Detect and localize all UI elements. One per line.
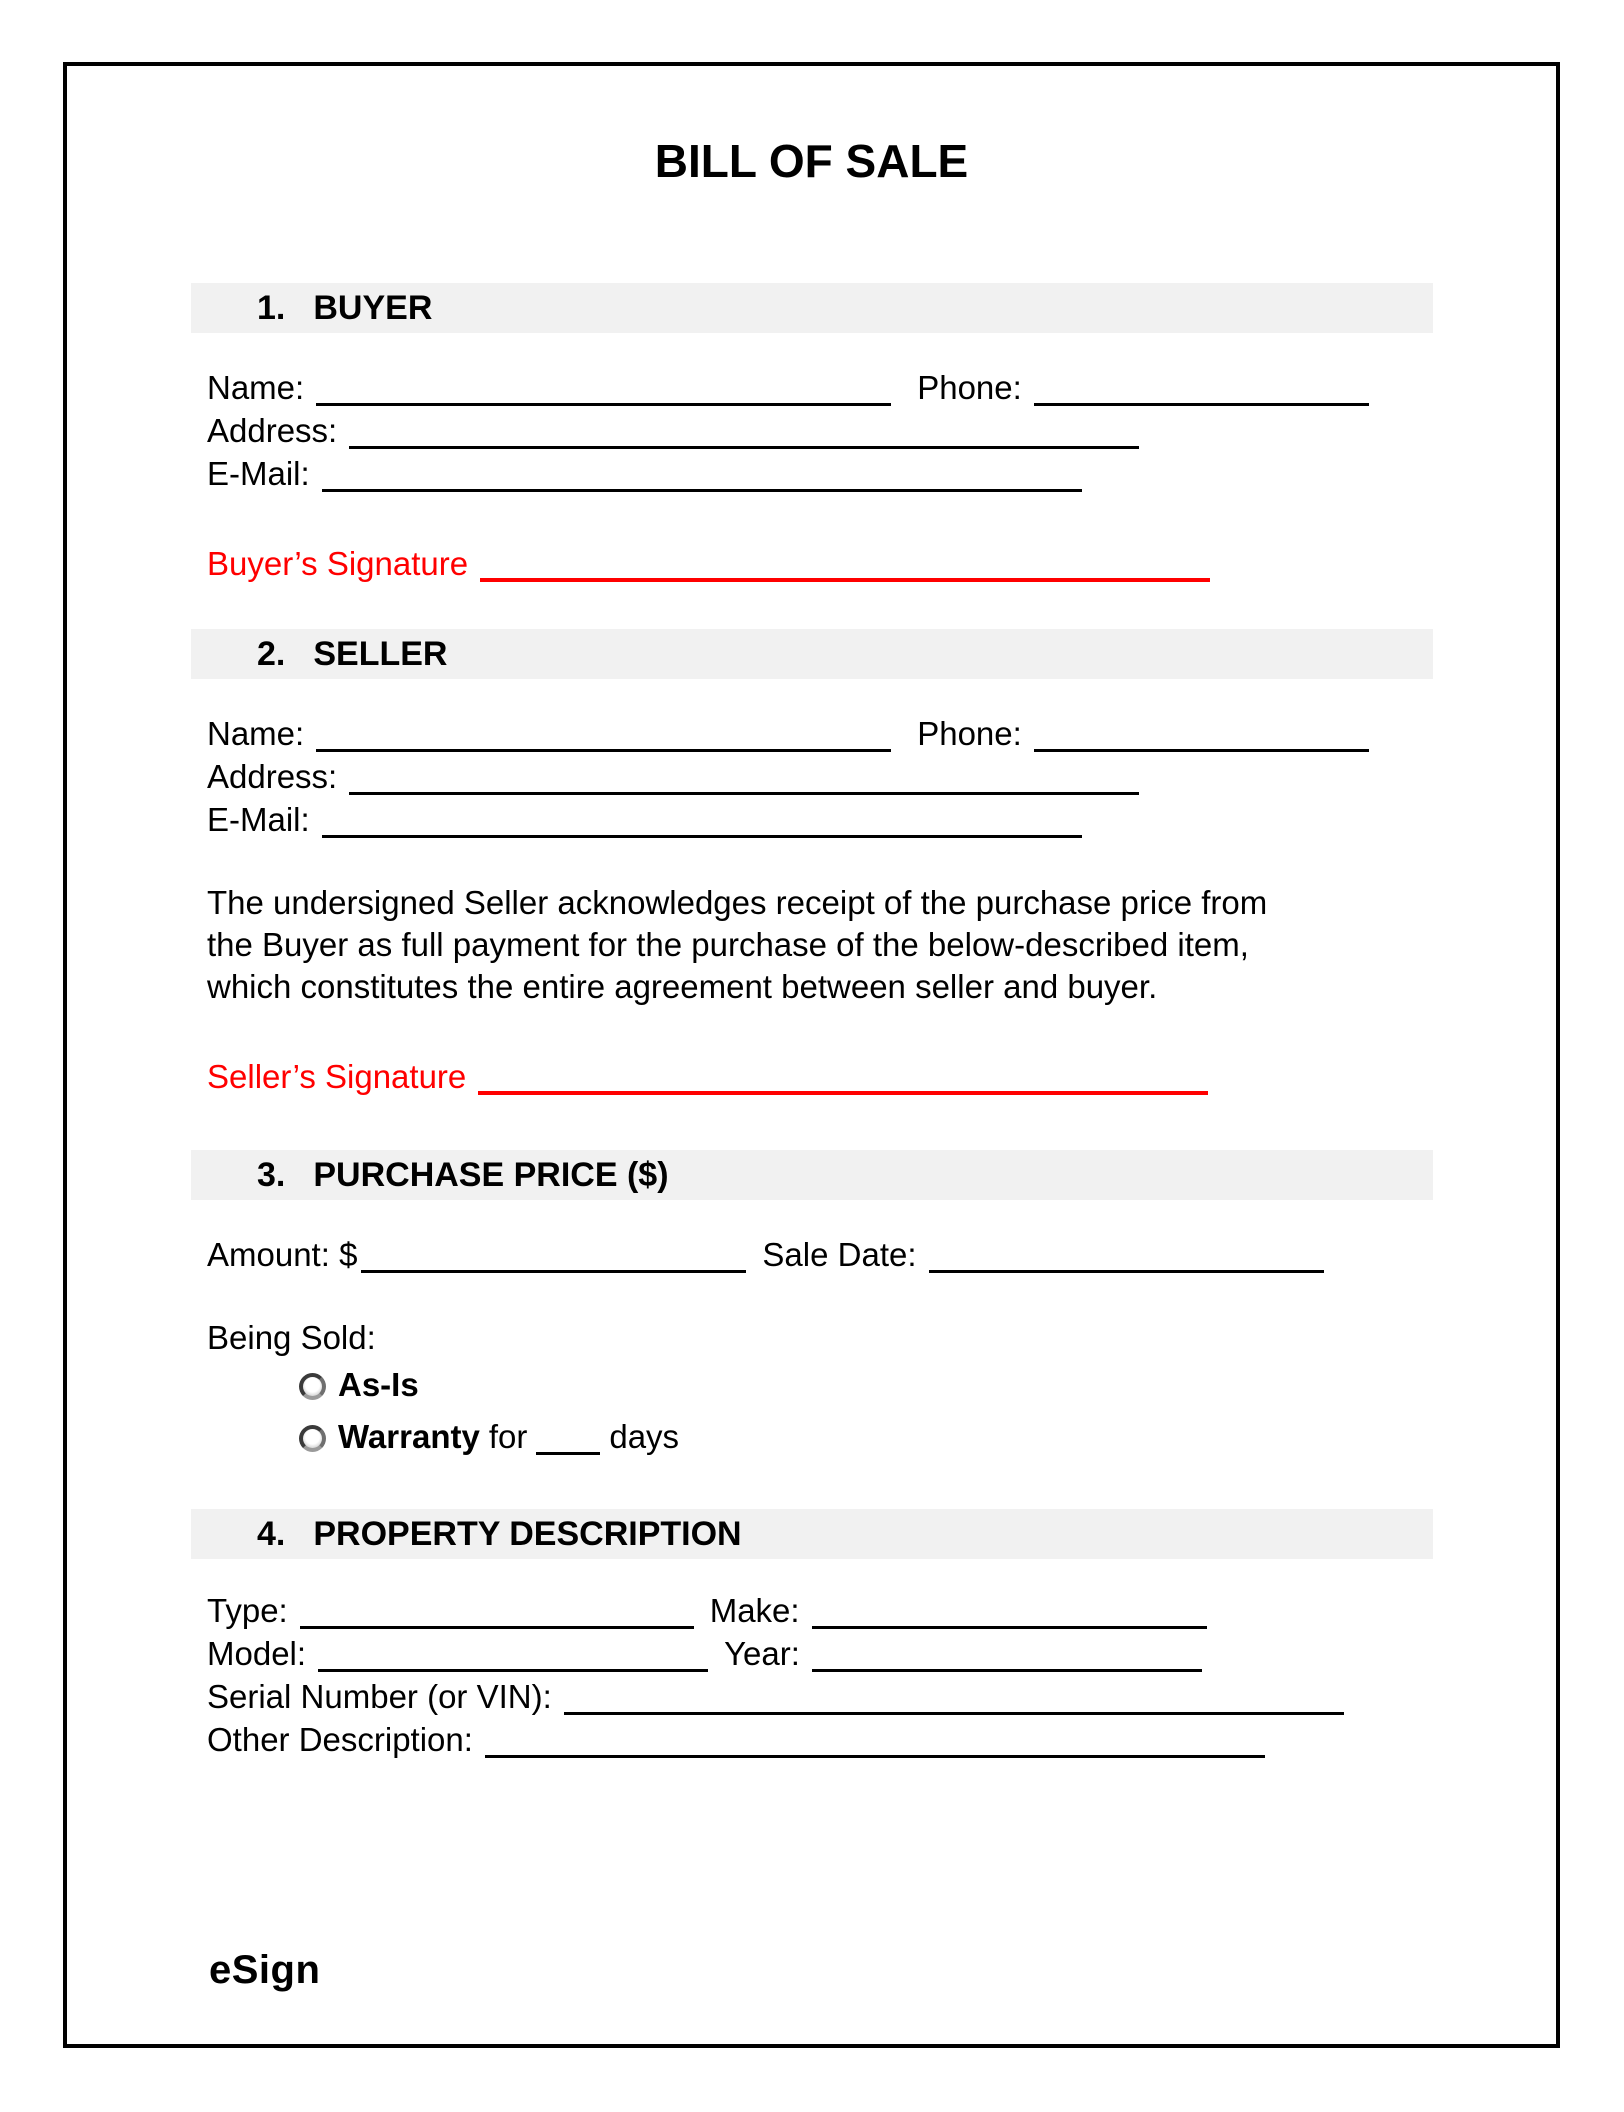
buyer-fields	[207, 366, 1496, 495]
section-number: 2.	[257, 634, 286, 673]
seller-phone-line[interactable]	[1034, 748, 1369, 752]
as-is-radio[interactable]	[299, 1373, 326, 1400]
seller-fields	[207, 712, 1496, 841]
serial-row	[207, 1675, 1496, 1718]
model-year-row	[207, 1632, 1496, 1675]
seller-signature-row	[207, 1055, 1556, 1098]
seller-signature-line[interactable]	[478, 1090, 1208, 1095]
other-description-row	[207, 1718, 1496, 1761]
being-sold-group	[207, 1316, 1496, 1359]
buyer-email-line[interactable]	[322, 488, 1082, 492]
buyer-name-line[interactable]	[316, 402, 891, 406]
warranty-radio[interactable]	[299, 1425, 326, 1452]
buyer-address-label: Address:	[207, 412, 338, 449]
section-heading: PURCHASE PRICE ($)	[313, 1155, 669, 1194]
section-number: 4.	[257, 1514, 286, 1553]
buyer-address-row	[207, 409, 1496, 452]
seller-name-row	[207, 712, 1496, 755]
warranty-label: Warranty	[338, 1418, 480, 1455]
section-number: 1.	[257, 288, 286, 327]
buyer-phone-line[interactable]	[1034, 402, 1369, 406]
seller-address-label: Address:	[207, 758, 338, 795]
buyer-signature-row	[207, 542, 1556, 585]
model-line[interactable]	[318, 1668, 708, 1672]
seller-address-line[interactable]	[349, 791, 1139, 795]
amount-row	[207, 1233, 1496, 1276]
seller-signature-label: Seller’s Signature	[207, 1058, 467, 1095]
section-header-property-description	[191, 1509, 1433, 1559]
buyer-name-label: Name:	[207, 369, 305, 406]
model-label: Model:	[207, 1635, 307, 1672]
purchase-price-fields	[207, 1233, 1496, 1276]
seller-email-row	[207, 798, 1496, 841]
buyer-email-label: E-Mail:	[207, 455, 310, 492]
type-label: Type:	[207, 1592, 288, 1629]
type-make-row	[207, 1589, 1496, 1632]
year-label: Year:	[724, 1635, 800, 1672]
other-description-label: Other Description:	[207, 1721, 473, 1758]
serial-label: Serial Number (or VIN):	[207, 1678, 552, 1715]
serial-line[interactable]	[564, 1711, 1344, 1715]
being-sold-label: Being Sold:	[207, 1319, 376, 1356]
acknowledgement-line: The undersigned Seller acknowledges receipt of the purchase price from	[207, 884, 1268, 921]
property-fields	[207, 1589, 1496, 1761]
buyer-email-row	[207, 452, 1496, 495]
seller-name-line[interactable]	[316, 748, 891, 752]
buyer-name-row	[207, 366, 1496, 409]
buyer-phone-label: Phone:	[917, 369, 1022, 406]
section-heading: PROPERTY DESCRIPTION	[313, 1514, 742, 1553]
document-page	[63, 62, 1560, 2048]
sale-date-label: Sale Date:	[762, 1236, 917, 1273]
as-is-label: As-Is	[338, 1366, 419, 1403]
year-line[interactable]	[812, 1668, 1202, 1672]
seller-acknowledgement-paragraph	[207, 882, 1556, 1008]
seller-phone-label: Phone:	[917, 715, 1022, 752]
section-heading: SELLER	[313, 634, 448, 673]
being-sold-row	[207, 1316, 1496, 1359]
other-description-line[interactable]	[485, 1754, 1265, 1758]
buyer-signature-label: Buyer’s Signature	[207, 545, 469, 582]
make-line[interactable]	[812, 1625, 1207, 1629]
buyer-address-line[interactable]	[349, 445, 1139, 449]
section-number: 3.	[257, 1155, 286, 1194]
seller-name-label: Name:	[207, 715, 305, 752]
type-line[interactable]	[300, 1625, 694, 1629]
option-as-is-row	[299, 1359, 1556, 1411]
section-heading: BUYER	[313, 288, 433, 327]
warranty-days-text: days	[609, 1418, 680, 1455]
make-label: Make:	[709, 1592, 800, 1629]
warranty-for-text: for	[488, 1418, 528, 1455]
esign-logo: eSign	[209, 1948, 321, 1992]
option-warranty-row	[299, 1411, 1556, 1463]
acknowledgement-line: the Buyer as full payment for the purchase of the below-described item,	[207, 926, 1249, 963]
buyer-signature-line[interactable]	[480, 577, 1210, 582]
sale-date-line[interactable]	[929, 1269, 1324, 1273]
amount-label: Amount: $	[207, 1236, 358, 1273]
warranty-days-line[interactable]	[536, 1451, 600, 1455]
seller-address-row	[207, 755, 1496, 798]
amount-line[interactable]	[361, 1269, 746, 1273]
section-header-buyer	[191, 283, 1433, 333]
section-header-seller	[191, 629, 1433, 679]
seller-email-line[interactable]	[322, 834, 1082, 838]
seller-email-label: E-Mail:	[207, 801, 310, 838]
section-header-purchase-price	[191, 1150, 1433, 1200]
acknowledgement-line: which constitutes the entire agreement between seller and buyer.	[207, 968, 1158, 1005]
page-title: BILL OF SALE	[654, 135, 969, 187]
